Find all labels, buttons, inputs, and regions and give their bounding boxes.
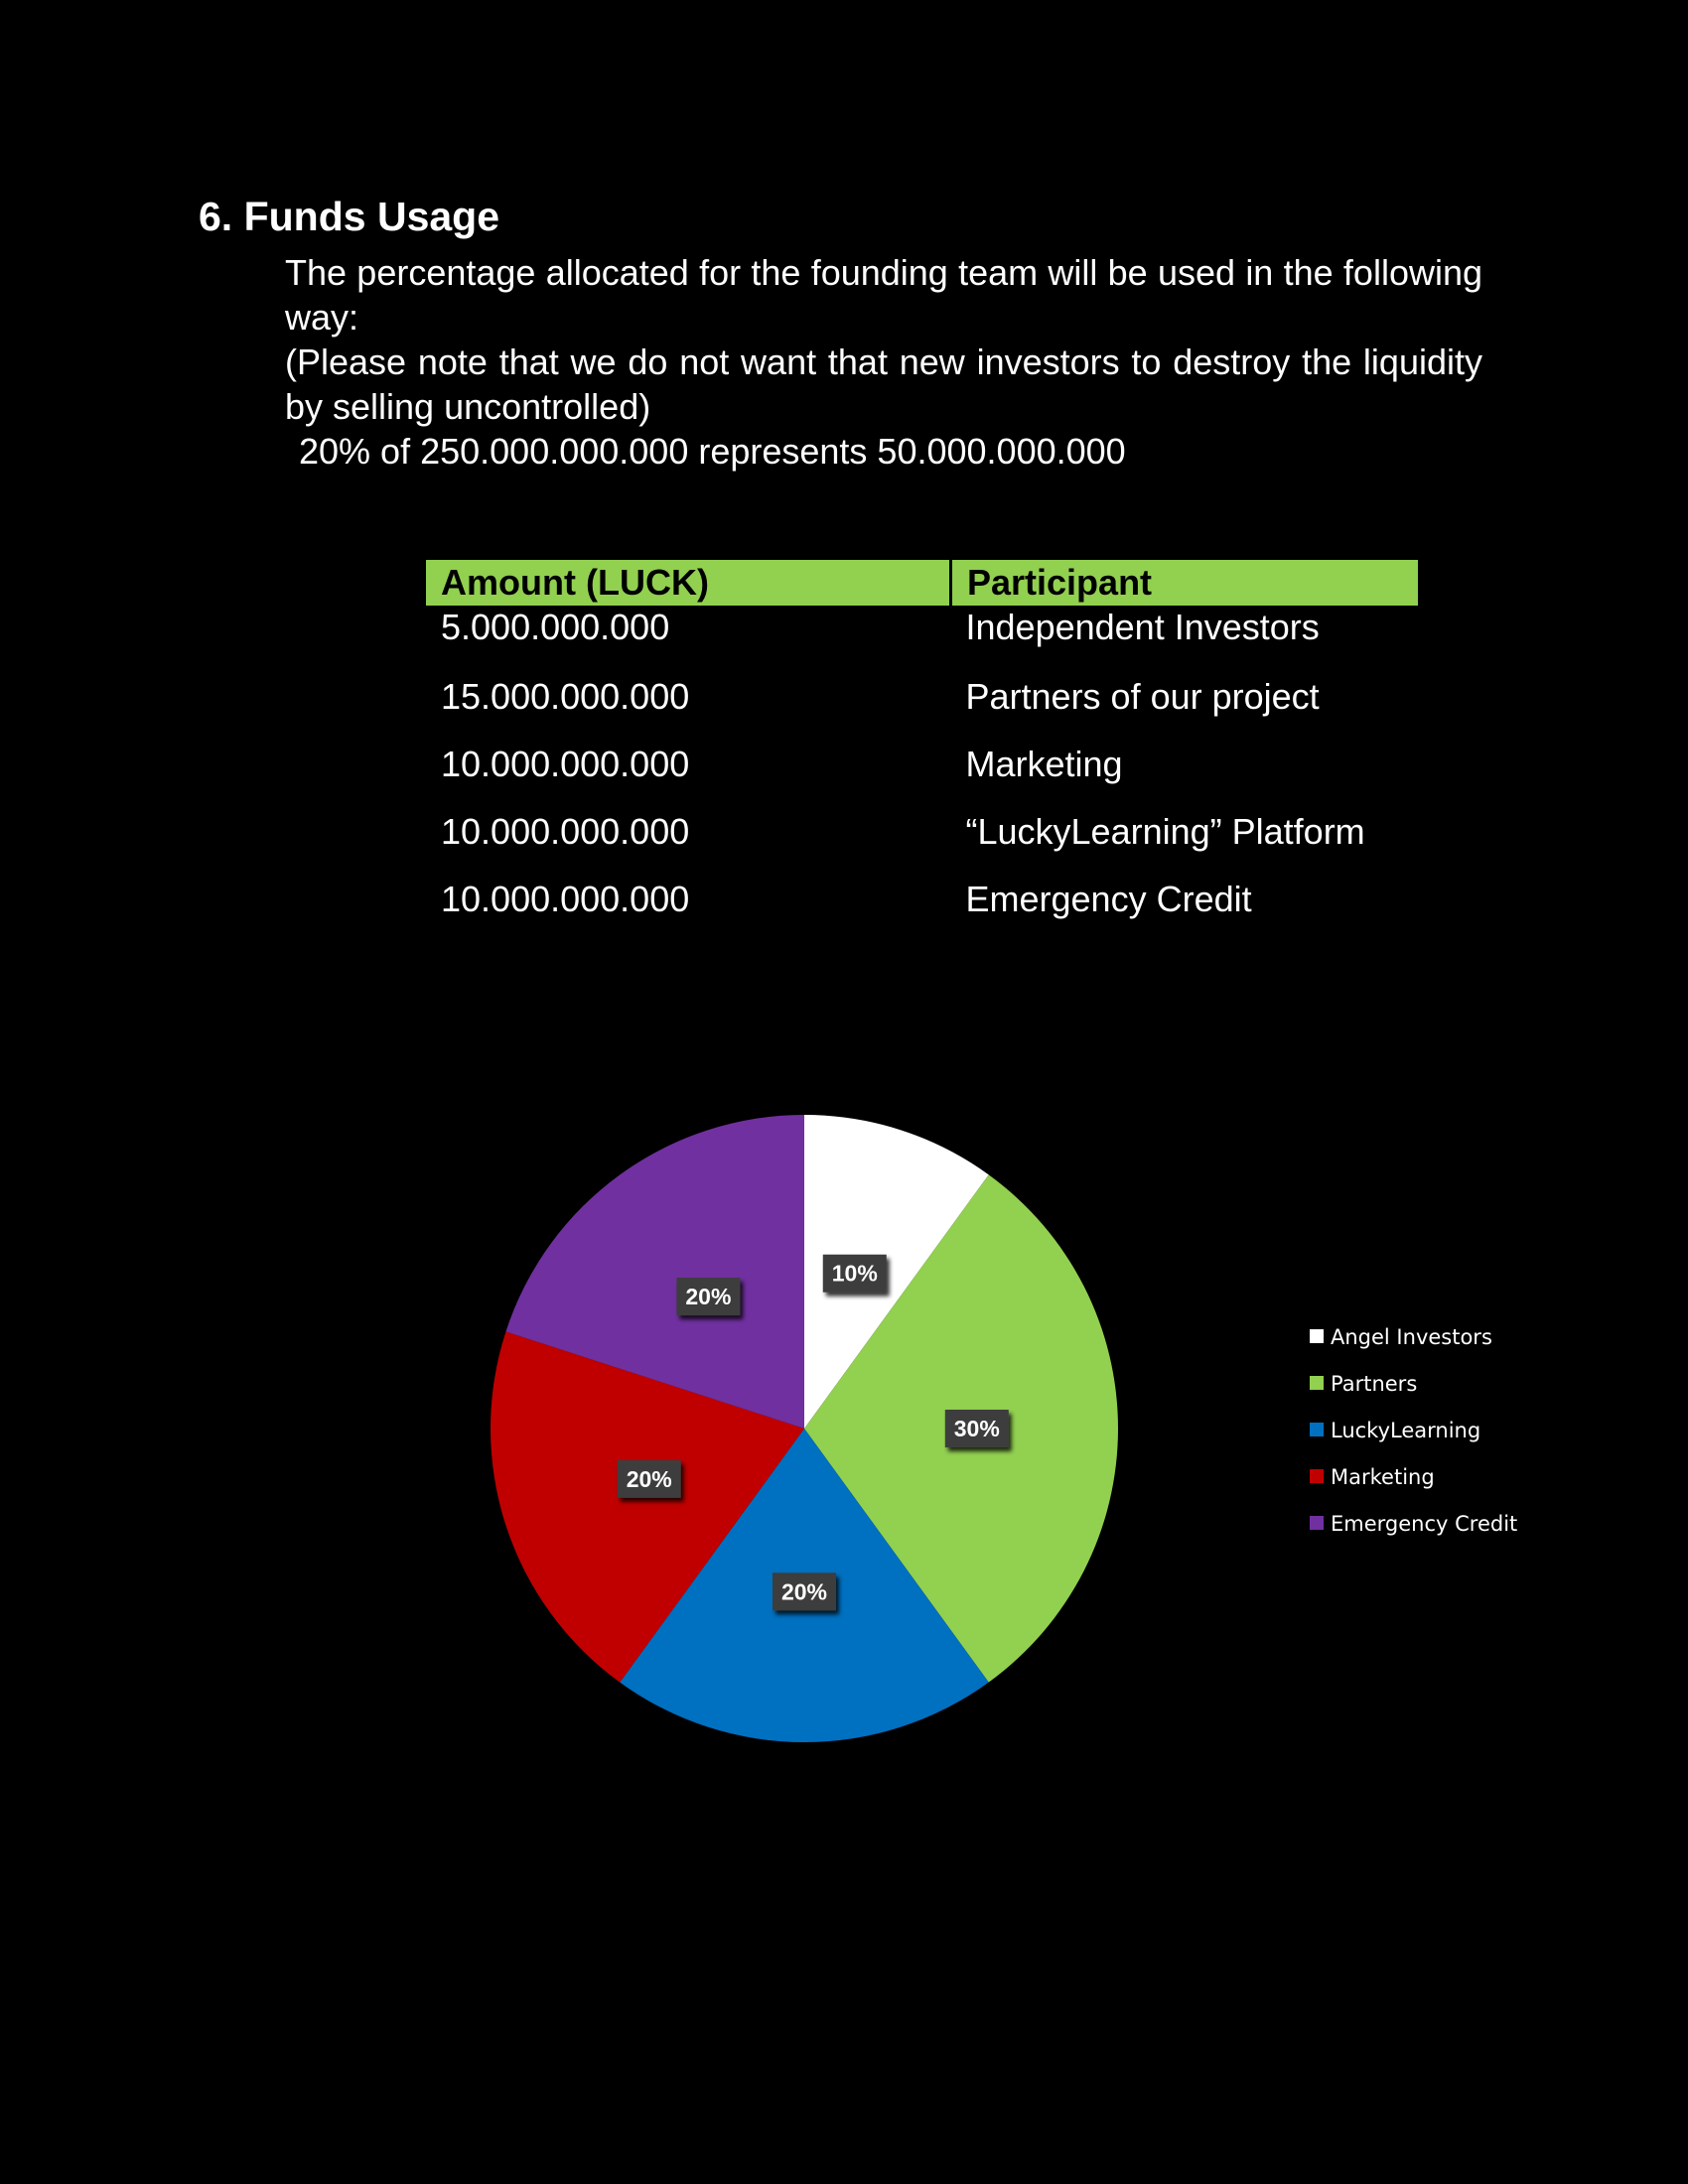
cell-participant: “LuckyLearning” Platform bbox=[965, 811, 1365, 852]
slice-label-text: 20% bbox=[626, 1465, 672, 1492]
cell-amount: 10.000.000.000 bbox=[441, 811, 690, 852]
legend-label: LuckyLearning bbox=[1331, 1419, 1481, 1442]
cell-participant: Marketing bbox=[965, 744, 1123, 784]
cell-amount: 10.000.000.000 bbox=[441, 879, 690, 919]
cell-amount: 15.000.000.000 bbox=[441, 676, 690, 717]
slice-data-label bbox=[618, 1460, 681, 1498]
legend-item bbox=[1310, 1512, 1517, 1536]
header-participant: Participant bbox=[951, 560, 1419, 606]
cell-amount: 5.000.000.000 bbox=[441, 607, 670, 647]
legend-label: Emergency Credit bbox=[1331, 1512, 1518, 1536]
legend-item bbox=[1310, 1465, 1435, 1489]
legend-item bbox=[1310, 1419, 1480, 1442]
cell-participant: Partners of our project bbox=[965, 676, 1320, 717]
legend-swatch bbox=[1310, 1423, 1324, 1436]
allocation-summary: 20% of 250.000.000.000 represents 50.000.000.000 bbox=[299, 431, 1126, 472]
legend-label: Marketing bbox=[1331, 1465, 1435, 1489]
legend-swatch bbox=[1310, 1376, 1324, 1390]
legend-swatch bbox=[1310, 1469, 1324, 1483]
slice-label-text: 20% bbox=[780, 1578, 828, 1605]
slice-label-text: 10% bbox=[831, 1260, 878, 1287]
intro-paragraph: The percentage allocated for the founding team will be used in the following way: bbox=[285, 252, 1482, 338]
slice-label-text: 20% bbox=[685, 1284, 732, 1310]
cell-participant: Emergency Credit bbox=[965, 879, 1252, 919]
legend-label: Partners bbox=[1331, 1372, 1418, 1396]
section-title: 6. Funds Usage bbox=[199, 194, 500, 239]
cell-amount: 10.000.000.000 bbox=[441, 744, 690, 784]
header-amount: Amount (LUCK) bbox=[426, 560, 951, 606]
slice-data-label bbox=[945, 1410, 1009, 1447]
legend-swatch bbox=[1310, 1516, 1324, 1530]
legend-label: Angel Investors bbox=[1331, 1325, 1492, 1349]
slice-label-text: 30% bbox=[953, 1416, 1000, 1441]
legend-item bbox=[1310, 1325, 1492, 1349]
slice-data-label bbox=[676, 1278, 740, 1315]
legend-swatch bbox=[1310, 1329, 1324, 1343]
cell-participant: Independent Investors bbox=[965, 607, 1320, 647]
slice-data-label bbox=[773, 1572, 836, 1610]
slice-data-label bbox=[823, 1255, 887, 1293]
note-paragraph: (Please note that we do not want that new investors to destroy the liquidity by selling uncontrolled) bbox=[285, 341, 1482, 427]
legend-item bbox=[1310, 1372, 1417, 1396]
